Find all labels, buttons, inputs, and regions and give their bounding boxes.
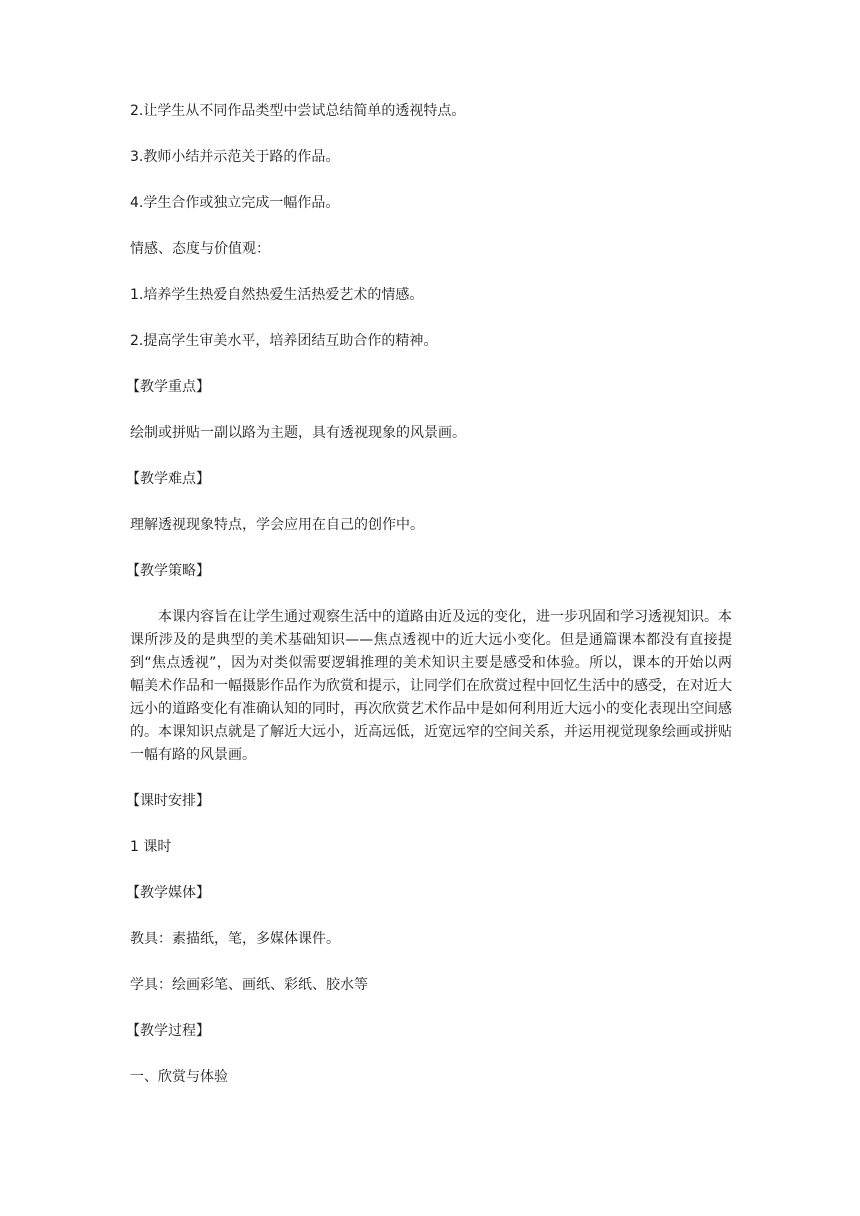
key-points-text: 绘制或拼贴一副以路为主题，具有透视现象的风景画。 (130, 425, 466, 441)
difficulties-text: 理解透视现象特点，学会应用在自己的创作中。 (130, 517, 424, 533)
skill-item-2: 2.让学生从不同作品类型中尝试总结简单的透视特点。 (130, 103, 466, 119)
strategy-text: 本课内容旨在让学生通过观察生活中的道路由近及远的变化，进一步巩固和学习透视知识。本课所涉及的是典型的美术基础知识——焦点透视中的近大远小变化。但是通篇课本都没有直接提到“焦点透视”，因为对类似需要逻辑推理的美术知识主要是感受和体验。所以，课本的开始以两幅美术作品和一幅摄影作品作为欣赏和提示，让同学们在欣赏过程中回忆生活中的感受，在对近大远小的道路变化有准确认知的同时，再次欣赏艺术作品中是如何利用近大远小的变化表现出空间感的。本课知识点就是了解近大远小，近高远低，近宽远窄的空间关系，并运用视觉现象绘画或拼贴一幅有路的风景画。 (130, 609, 732, 763)
skill-item-3: 3.教师小结并示范关于路的作品。 (130, 149, 340, 165)
heading-media: 【教学媒体】 (126, 885, 210, 901)
heading-strategy: 【教学策略】 (126, 563, 210, 579)
emotion-item-1: 1.培养学生热爱自然热爱生活热爱艺术的情感。 (130, 287, 424, 303)
emotion-item-2: 2.提高学生审美水平，培养团结互助合作的精神。 (130, 333, 438, 349)
student-tools-text: 学具：绘画彩笔、画纸、彩纸、胶水等 (130, 977, 368, 993)
schedule-text: 1 课时 (130, 839, 172, 855)
teacher-tools-text: 教具：素描纸，笔，多媒体课件。 (130, 931, 340, 947)
skill-item-4: 4.学生合作或独立完成一幅作品。 (130, 195, 340, 211)
emotion-section-title: 情感、态度与价值观： (130, 241, 270, 257)
process-step-1: 一、欣赏与体验 (130, 1069, 228, 1085)
heading-difficulties: 【教学难点】 (126, 471, 210, 487)
heading-process: 【教学过程】 (126, 1023, 210, 1039)
document-body (126, 100, 732, 1112)
heading-schedule: 【课时安排】 (126, 793, 210, 809)
heading-key-points: 【教学重点】 (126, 379, 210, 395)
